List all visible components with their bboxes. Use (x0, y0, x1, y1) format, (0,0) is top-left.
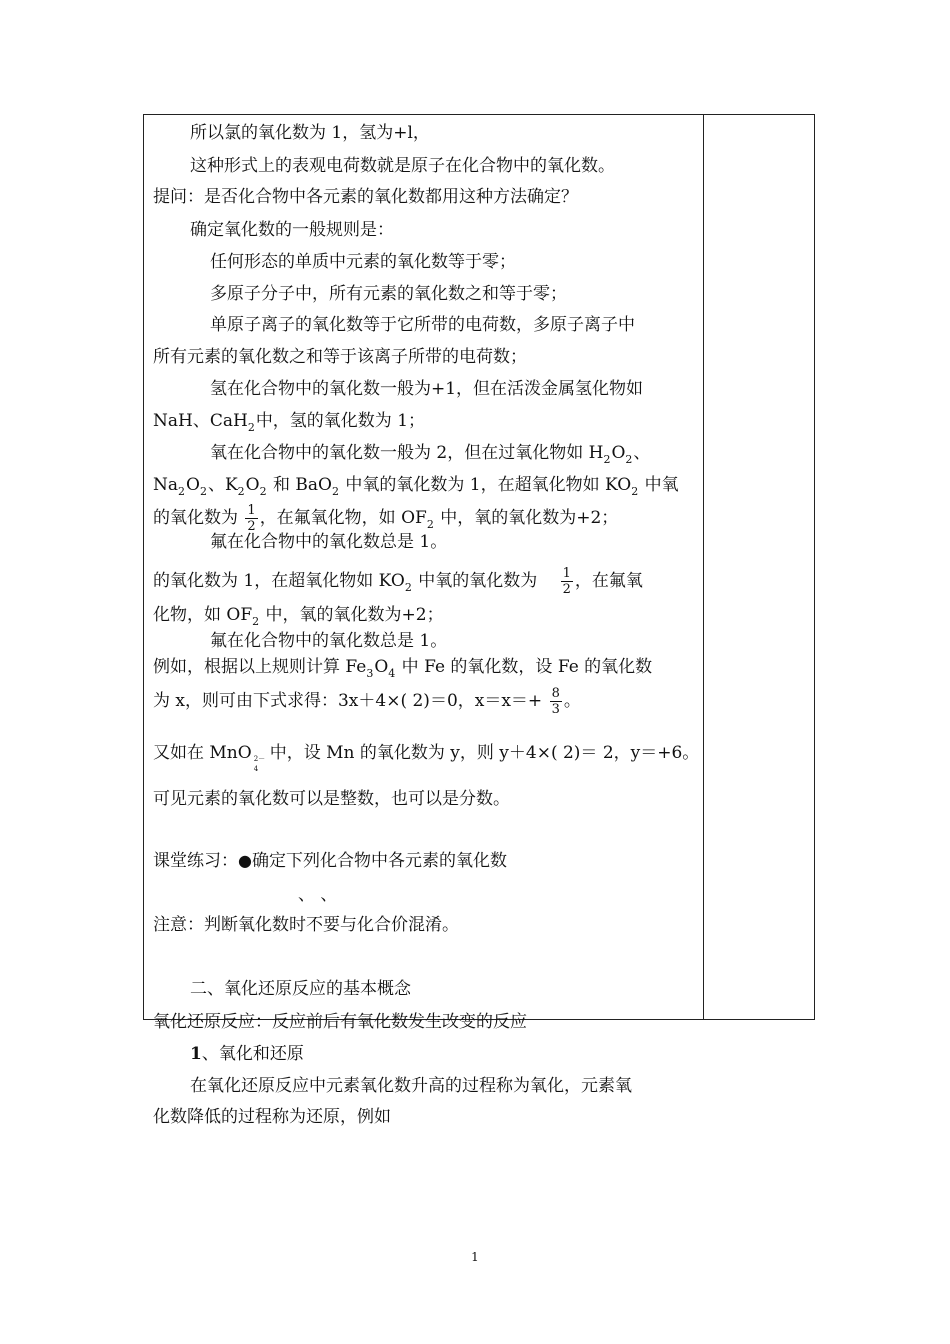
text-line (153, 410, 425, 434)
text-span: 中氧 (639, 475, 679, 495)
text-span: O (611, 443, 626, 463)
text-span: 化物，如 OF (153, 605, 253, 625)
fraction-denominator: 2 (562, 582, 571, 597)
text-line: 可见元素的氧化数可以是整数，也可以是分数。 (153, 789, 510, 809)
subscript: 2 (426, 518, 434, 531)
text-span: 中，氧的氧化数为+2； (434, 508, 619, 528)
text-span: 课堂练习： (153, 851, 238, 871)
text-line: 氢在化合物中的氧化数一般为+1，但在活泼金属氢化物如 (210, 379, 644, 399)
table-column-divider (703, 114, 704, 1020)
subscript: 2 (259, 485, 267, 498)
fraction-numerator: 1 (562, 566, 571, 581)
text-span: 例如，根据以上规则计算 Fe (153, 657, 367, 677)
text-line (153, 566, 643, 597)
text-span: 中，设 Mn 的氧化数为 y，则 y＋4×( 2)＝ 2，y＝+6。 (269, 743, 700, 763)
text-line: 、 、 (298, 885, 338, 905)
text-span: Na (153, 475, 179, 495)
section-heading: 二、氧化还原反应的基本概念 (190, 979, 411, 999)
fraction-denominator: 2 (247, 519, 256, 534)
fraction (245, 503, 257, 534)
subscript: 2 (331, 485, 339, 498)
bullet-icon: ● (238, 851, 252, 870)
text-line (153, 850, 507, 872)
text-span: ，在氟氧化物，如 OF (259, 508, 427, 528)
subscript: 2 (603, 453, 611, 466)
text-span: 中氧的氧化数为 (412, 571, 538, 591)
text-line: 氧化还原反应：反应前后有氧化数发生改变的反应 (153, 1012, 527, 1032)
text-span: O (374, 657, 389, 677)
fraction (550, 686, 562, 717)
text-line: 所有元素的氧化数之和等于该离子所带的电荷数； (153, 347, 527, 367)
text-span: 的氧化数为 1，在超氧化物如 KO (153, 571, 405, 591)
text-line: 这种形式上的表观电荷数就是原子在化合物中的氧化数。 (190, 156, 615, 176)
text-span: 确定下列化合物中各元素的氧化数 (251, 851, 507, 871)
subscript: 4 (253, 765, 259, 773)
fraction (561, 566, 573, 597)
ion-notation (252, 742, 270, 773)
text-line (153, 474, 679, 498)
text-span: 、K (207, 475, 238, 495)
text-span: 中氧的氧化数为 1，在超氧化物如 KO (339, 475, 632, 495)
text-line: 单原子离子的氧化数等于它所带的电荷数，多原子离子中 (210, 315, 635, 335)
text-span: 为 x，则可由下式求得：3x＋4×( 2)＝0，x＝x＝+ (153, 691, 543, 711)
ion-charge: 2－ (253, 755, 266, 763)
text-span: O (245, 475, 260, 495)
text-line: 任何形态的单质中元素的氧化数等于零； (210, 252, 516, 272)
text-line: 氟在化合物中的氧化数总是 1。 (210, 532, 448, 552)
page-number: 1 (471, 1250, 479, 1264)
text-span: 。 (563, 691, 581, 711)
text-line: 在氧化还原反应中元素氧化数升高的过程称为氧化，元素氧 (190, 1076, 632, 1096)
text-line: 多原子分子中，所有元素的氧化数之和等于零； (210, 284, 567, 304)
subsection-heading (190, 1043, 304, 1065)
text-line: 氟在化合物中的氧化数总是 1。 (210, 631, 448, 651)
fraction-denominator: 3 (551, 702, 560, 717)
text-span: 、氧化和还原 (201, 1044, 304, 1064)
subscript: 2 (631, 485, 639, 498)
fraction-numerator: 8 (551, 686, 560, 701)
text-line: 所以氯的氧化数为 1，氢为+l， (190, 123, 430, 143)
text-span: 中，氢的氧化数为 1； (255, 411, 426, 431)
subscript: 2 (247, 421, 255, 434)
text-line (153, 656, 652, 680)
text-line (153, 686, 581, 717)
text-span: 氧在化合物中的氧化数一般为 2，但在过氧化物如 H (210, 443, 604, 463)
subscript: 3 (366, 667, 374, 680)
text-line: 化数降低的过程称为还原，例如 (153, 1107, 391, 1127)
text-span: 的氧化数为 (153, 508, 238, 528)
subscript: 2 (404, 581, 412, 594)
text-line (153, 604, 444, 628)
text-span: 、 (633, 443, 651, 463)
formula-text: NaH、CaH (153, 411, 248, 431)
subscript: 2 (178, 485, 186, 498)
subscript: 2 (199, 485, 207, 498)
text-line (210, 442, 650, 466)
subscript: 2 (625, 453, 633, 466)
heading-number: 1 (190, 1044, 202, 1064)
subscript: 4 (388, 667, 396, 680)
fraction-numerator: 1 (247, 503, 256, 518)
text-line: 确定氧化数的一般规则是： (190, 220, 394, 240)
text-span: 又如在 MnO (153, 743, 252, 763)
text-span: 和 BaO (267, 475, 332, 495)
subscript: 2 (252, 615, 260, 628)
text-span: ，在氟氧 (574, 571, 643, 591)
text-line: 注意：判断氧化数时不要与化合价混淆。 (153, 915, 459, 935)
text-line (153, 742, 700, 773)
subscript: 2 (237, 485, 245, 498)
text-span: 中，氧的氧化数为+2； (260, 605, 444, 625)
text-line: 提问：是否化合物中各元素的氧化数都用这种方法确定？ (153, 187, 578, 207)
text-span: O (186, 475, 200, 495)
text-line (153, 503, 618, 534)
text-span: 中 Fe 的氧化数，设 Fe 的氧化数 (396, 657, 653, 677)
